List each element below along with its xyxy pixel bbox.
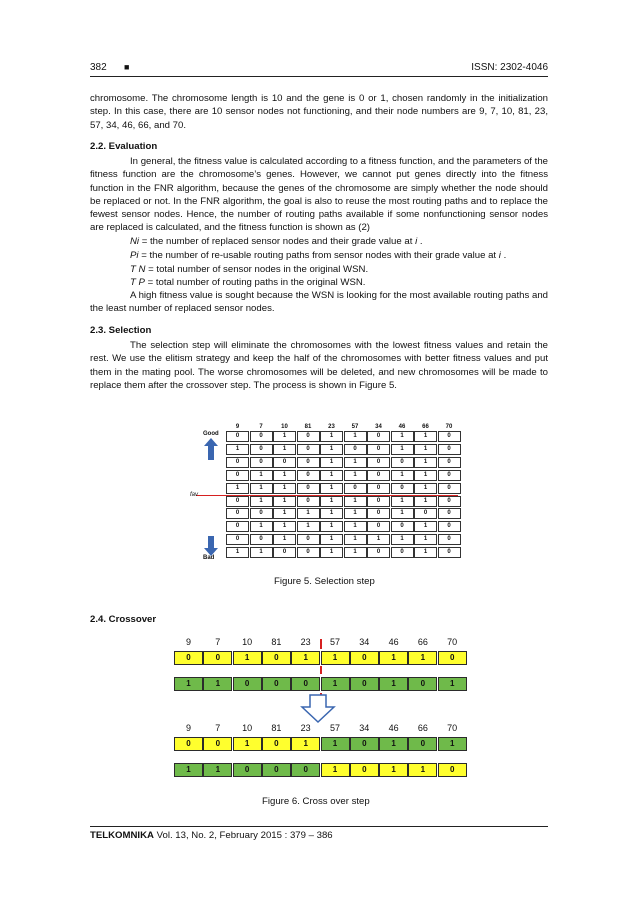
- fig5-gene-cell: 0: [226, 431, 249, 442]
- fig6-node-label: 66: [417, 723, 428, 733]
- crossover-marker: [320, 639, 322, 649]
- fig5-gene-cell: 1: [250, 483, 273, 494]
- fig6-gene-cell: 1: [291, 737, 320, 751]
- fig5-gene-cell: 1: [391, 470, 414, 481]
- fig5-gene-cell: 1: [414, 431, 437, 442]
- fig5-gene-cell: 1: [273, 483, 296, 494]
- footer-citation: TELKOMNIKA Vol. 13, No. 2, February 2015 : 379 – 386: [90, 830, 333, 841]
- fig6-gene-cell: 1: [233, 651, 262, 665]
- fig5-gene-cell: 0: [367, 496, 390, 507]
- fig6-gene-cell: 1: [379, 737, 408, 751]
- section-2-3-heading: 2.3. Selection: [90, 325, 152, 336]
- fig5-gene-cell: 0: [297, 496, 320, 507]
- fig5-node-label: 46: [398, 424, 406, 430]
- fig6-gene-cell: 0: [350, 763, 379, 777]
- fig5-gene-cell: 1: [320, 457, 343, 468]
- fig5-gene-cell: 1: [391, 444, 414, 455]
- fig5-gene-cell: 1: [320, 534, 343, 545]
- fig5-gene-cell: 1: [344, 508, 367, 519]
- fig6-gene-cell: 0: [350, 737, 379, 751]
- fig5-gene-cell: 0: [297, 444, 320, 455]
- fig6-gene-cell: 0: [350, 651, 379, 665]
- fig5-gene-cell: 0: [250, 444, 273, 455]
- fig6-gene-cell: 1: [379, 677, 408, 691]
- fig6-gene-cell: 0: [408, 737, 437, 751]
- fig5-gene-cell: 0: [438, 431, 461, 442]
- page-number: 382: [90, 62, 107, 73]
- fig5-node-label: 66: [422, 424, 429, 430]
- issn: ISSN: 2302-4046: [471, 62, 548, 73]
- fig5-gene-cell: 0: [367, 508, 390, 519]
- fig5-gene-cell: 1: [414, 457, 437, 468]
- definition-pi: Pi = the number of re-usable routing paths from sensor nodes with their grade value at i .: [130, 250, 507, 261]
- fig5-gene-cell: 0: [367, 444, 390, 455]
- fig5-gene-cell: 0: [391, 521, 414, 532]
- fig6-node-label: 81: [271, 723, 282, 733]
- fig5-gene-cell: 0: [226, 496, 249, 507]
- fig6-node-label: 66: [417, 637, 428, 647]
- fig5-gene-cell: 1: [226, 547, 249, 558]
- fig5-gene-cell: 1: [414, 521, 437, 532]
- fig6-node-label: 9: [185, 637, 191, 647]
- fig5-gene-cell: 0: [250, 457, 273, 468]
- good-bad-arrows: [200, 438, 222, 558]
- fig6-gene-cell: 1: [438, 737, 467, 751]
- fig5-gene-cell: 0: [438, 534, 461, 545]
- fig6-node-label: 57: [329, 723, 340, 733]
- fig5-gene-cell: 0: [297, 457, 320, 468]
- fig6-gene-cell: 0: [174, 651, 203, 665]
- fig5-node-label: 9: [235, 424, 240, 430]
- fig5-gene-cell: 0: [367, 431, 390, 442]
- definition-ni: Ni = the number of replaced sensor nodes and their grade value at i .: [130, 236, 423, 247]
- fig5-gene-cell: 0: [391, 547, 414, 558]
- figure-5-caption: Figure 5. Selection step: [274, 576, 375, 587]
- fig6-gene-cell: 1: [321, 763, 350, 777]
- header-rule: [90, 76, 548, 77]
- fig5-gene-cell: 1: [391, 534, 414, 545]
- figure-6-caption: Figure 6. Cross over step: [262, 796, 370, 807]
- fig5-gene-cell: 0: [391, 483, 414, 494]
- fig5-gene-cell: 1: [344, 470, 367, 481]
- fig6-gene-cell: 0: [262, 763, 291, 777]
- fig5-gene-cell: 1: [414, 444, 437, 455]
- fig6-gene-cell: 1: [321, 651, 350, 665]
- fig6-node-label: 46: [388, 637, 399, 647]
- fig6-gene-cell: 1: [174, 763, 203, 777]
- fig6-node-label: 9: [185, 723, 191, 733]
- fig5-gene-cell: 0: [367, 521, 390, 532]
- fig6-gene-cell: 0: [408, 677, 437, 691]
- fig5-gene-cell: 0: [438, 508, 461, 519]
- fig5-gene-cell: 0: [297, 431, 320, 442]
- fig5-gene-cell: 0: [226, 521, 249, 532]
- fig5-gene-cell: 0: [391, 457, 414, 468]
- fig5-gene-cell: 1: [226, 444, 249, 455]
- fig6-gene-cell: 1: [408, 763, 437, 777]
- fig5-gene-cell: 1: [250, 470, 273, 481]
- fig5-node-label: 7: [259, 424, 263, 430]
- fig6-gene-cell: 1: [174, 677, 203, 691]
- fig5-gene-cell: 1: [344, 431, 367, 442]
- fig5-gene-cell: 0: [250, 534, 273, 545]
- fig5-gene-cell: 0: [250, 431, 273, 442]
- fig5-gene-cell: 1: [414, 534, 437, 545]
- fig5-gene-cell: 0: [344, 444, 367, 455]
- fig5-gene-cell: 1: [273, 534, 296, 545]
- fig5-gene-cell: 1: [320, 547, 343, 558]
- fig6-gene-cell: 0: [233, 677, 262, 691]
- threshold-line: [196, 495, 458, 496]
- fig6-node-label: 57: [329, 637, 340, 647]
- fig5-gene-cell: 0: [226, 470, 249, 481]
- fig5-gene-cell: 1: [320, 431, 343, 442]
- fig6-gene-cell: 0: [262, 737, 291, 751]
- fig6-gene-cell: 0: [438, 763, 467, 777]
- fig6-node-label: 34: [359, 723, 370, 733]
- fig5-gene-cell: 1: [367, 534, 390, 545]
- fig5-gene-cell: 1: [273, 508, 296, 519]
- fig6-node-label: 23: [300, 637, 311, 647]
- fig5-gene-cell: 1: [250, 496, 273, 507]
- fig5-gene-cell: 1: [273, 444, 296, 455]
- fig5-gene-cell: 1: [273, 431, 296, 442]
- fig5-gene-cell: 1: [320, 496, 343, 507]
- fig5-gene-cell: 0: [438, 547, 461, 558]
- fig5-gene-cell: 1: [414, 547, 437, 558]
- fig5-gene-cell: 1: [391, 431, 414, 442]
- fig6-gene-cell: 1: [203, 677, 232, 691]
- fig6-gene-cell: 1: [379, 651, 408, 665]
- fig5-node-label: 57: [351, 424, 359, 430]
- fig5-gene-cell: 1: [414, 483, 437, 494]
- fig5-gene-cell: 0: [297, 534, 320, 545]
- section-2-2-tail: A high fitness value is sought because the WSN is looking for the most available routing paths and the least number of replaced sensor nodes.: [90, 290, 548, 315]
- section-2-2-heading: 2.2. Evaluation: [90, 141, 158, 152]
- fig6-node-label: 10: [242, 637, 253, 647]
- up-arrow-icon: [204, 438, 218, 460]
- fig5-gene-cell: 0: [226, 508, 249, 519]
- fig6-gene-cell: 0: [291, 677, 320, 691]
- fig5-gene-cell: 0: [226, 534, 249, 545]
- fig5-gene-cell: 1: [297, 508, 320, 519]
- fig6-gene-cell: 1: [438, 677, 467, 691]
- fig5-gene-cell: 1: [250, 547, 273, 558]
- fig5-gene-cell: 1: [320, 444, 343, 455]
- fig5-gene-cell: 0: [273, 547, 296, 558]
- fig6-node-label: 70: [447, 723, 458, 733]
- footer-rule: [90, 826, 548, 827]
- fig5-node-label: 34: [375, 424, 382, 430]
- fig5-node-label: 23: [328, 424, 335, 430]
- fig6-gene-cell: 1: [379, 763, 408, 777]
- fig5-gene-cell: 0: [297, 470, 320, 481]
- fig6-gene-cell: 0: [203, 651, 232, 665]
- fig5-gene-cell: 1: [344, 547, 367, 558]
- fig5-gene-cell: 0: [367, 470, 390, 481]
- header-square-icon: ■: [124, 62, 130, 72]
- fig5-gene-cell: 1: [414, 470, 437, 481]
- fig5-gene-cell: 0: [273, 457, 296, 468]
- fig5-gene-cell: 0: [438, 483, 461, 494]
- fig6-gene-cell: 0: [438, 651, 467, 665]
- intro-paragraph: chromosome. The chromosome length is 10 and the gene is 0 or 1, chosen randomly in the initialization step. In this case, there are 10 sensor nodes not functioning, and their node numbers are 9, 7, 10, 81, 23, 57, 34, 46, 66, and 70.: [90, 93, 548, 131]
- fig5-gene-cell: 0: [367, 483, 390, 494]
- fig5-gene-cell: 1: [391, 508, 414, 519]
- section-2-3-body: The selection step will eliminate the chromosomes with the lowest fitness values and retain the rest. We use the elitism strategy and keep the half of the chromosomes with better fitness values and put them in the mating pool. The worse chromosomes will be deleted, and new chromosomes will be made to replace them after the crossover step. The process is shown in Figure 5.: [90, 340, 548, 391]
- fig6-node-label: 70: [447, 637, 458, 647]
- fig5-gene-cell: 0: [438, 444, 461, 455]
- down-arrow-icon: [300, 694, 336, 724]
- fig5-gene-cell: 1: [320, 483, 343, 494]
- fig5-gene-cell: 1: [344, 521, 367, 532]
- fig6-node-label: 7: [215, 637, 221, 647]
- fig6-gene-cell: 1: [321, 737, 350, 751]
- fig6-gene-cell: 0: [350, 677, 379, 691]
- fig6-node-label: 81: [271, 637, 282, 647]
- fig6-gene-cell: 1: [408, 651, 437, 665]
- fig5-gene-cell: 1: [320, 470, 343, 481]
- fig5-gene-cell: 1: [273, 496, 296, 507]
- fig5-gene-cell: 1: [344, 457, 367, 468]
- section-2-4-heading: 2.4. Crossover: [90, 614, 157, 625]
- fig5-gene-cell: 0: [250, 508, 273, 519]
- definition-tp: T P = total number of routing paths in the original WSN.: [130, 277, 366, 288]
- fig6-gene-cell: 1: [203, 763, 232, 777]
- fig6-node-label: 46: [388, 723, 399, 733]
- fig5-node-label: 81: [304, 424, 312, 430]
- definition-tn: T N = total number of sensor nodes in the original WSN.: [130, 264, 369, 275]
- fig5-gene-cell: 1: [273, 521, 296, 532]
- down-arrow-icon: [204, 536, 218, 556]
- fig5-gene-cell: 1: [320, 521, 343, 532]
- fig5-gene-cell: 1: [273, 470, 296, 481]
- fig6-gene-cell: 0: [174, 737, 203, 751]
- fig6-gene-cell: 1: [291, 651, 320, 665]
- fig5-gene-cell: 0: [367, 547, 390, 558]
- threshold-label: fav: [190, 492, 199, 498]
- fig5-gene-cell: 1: [297, 521, 320, 532]
- bad-label: Bad: [203, 555, 215, 561]
- fig6-gene-cell: 1: [233, 737, 262, 751]
- fig5-gene-cell: 1: [344, 534, 367, 545]
- crossover-marker: [320, 666, 322, 674]
- fig5-node-label: 70: [445, 424, 453, 430]
- fig6-node-label: 10: [242, 723, 253, 733]
- fig5-gene-cell: 0: [297, 483, 320, 494]
- fig6-node-label: 34: [359, 637, 370, 647]
- fig6-node-label: 23: [300, 723, 311, 733]
- fig6-gene-cell: 0: [203, 737, 232, 751]
- fig5-gene-cell: 1: [391, 496, 414, 507]
- fig6-gene-cell: 0: [262, 677, 291, 691]
- fig5-gene-cell: 1: [226, 483, 249, 494]
- fig5-node-label: 10: [281, 424, 288, 430]
- fig6-gene-cell: 1: [321, 677, 350, 691]
- fig5-gene-cell: 0: [438, 470, 461, 481]
- good-label: Good: [203, 431, 219, 437]
- fig6-gene-cell: 0: [262, 651, 291, 665]
- section-2-2-body: In general, the fitness value is calculated according to a fitness function, and the parameters of the fitness function are the chromosome’s genes. However, we cannot put genes directly into the fitness function in the FNR algorithm, because the genes of the chromosome are simply whether the node should be replaced or not. In the FNR algorithm, the goal is also to reuse the most routing paths and to replace the fewest sensor nodes. Hence, the number of routing paths available if some nonfunctioning sensor nodes are replaced is calculated, and the fitness function is shown as (2): [90, 156, 548, 234]
- fig5-gene-cell: 0: [226, 457, 249, 468]
- fig5-gene-cell: 0: [438, 457, 461, 468]
- fig5-gene-cell: 0: [438, 521, 461, 532]
- fig6-gene-cell: 0: [233, 763, 262, 777]
- fig6-gene-cell: 0: [291, 763, 320, 777]
- fig5-gene-cell: 1: [344, 496, 367, 507]
- fig5-gene-cell: 1: [250, 521, 273, 532]
- fig5-gene-cell: 1: [414, 496, 437, 507]
- fig5-gene-cell: 1: [320, 508, 343, 519]
- fig5-gene-cell: 0: [367, 457, 390, 468]
- fig5-gene-cell: 0: [297, 547, 320, 558]
- fig5-gene-cell: 0: [344, 483, 367, 494]
- fig5-gene-cell: 0: [438, 496, 461, 507]
- fig6-node-label: 7: [215, 723, 221, 733]
- fig5-gene-cell: 0: [414, 508, 437, 519]
